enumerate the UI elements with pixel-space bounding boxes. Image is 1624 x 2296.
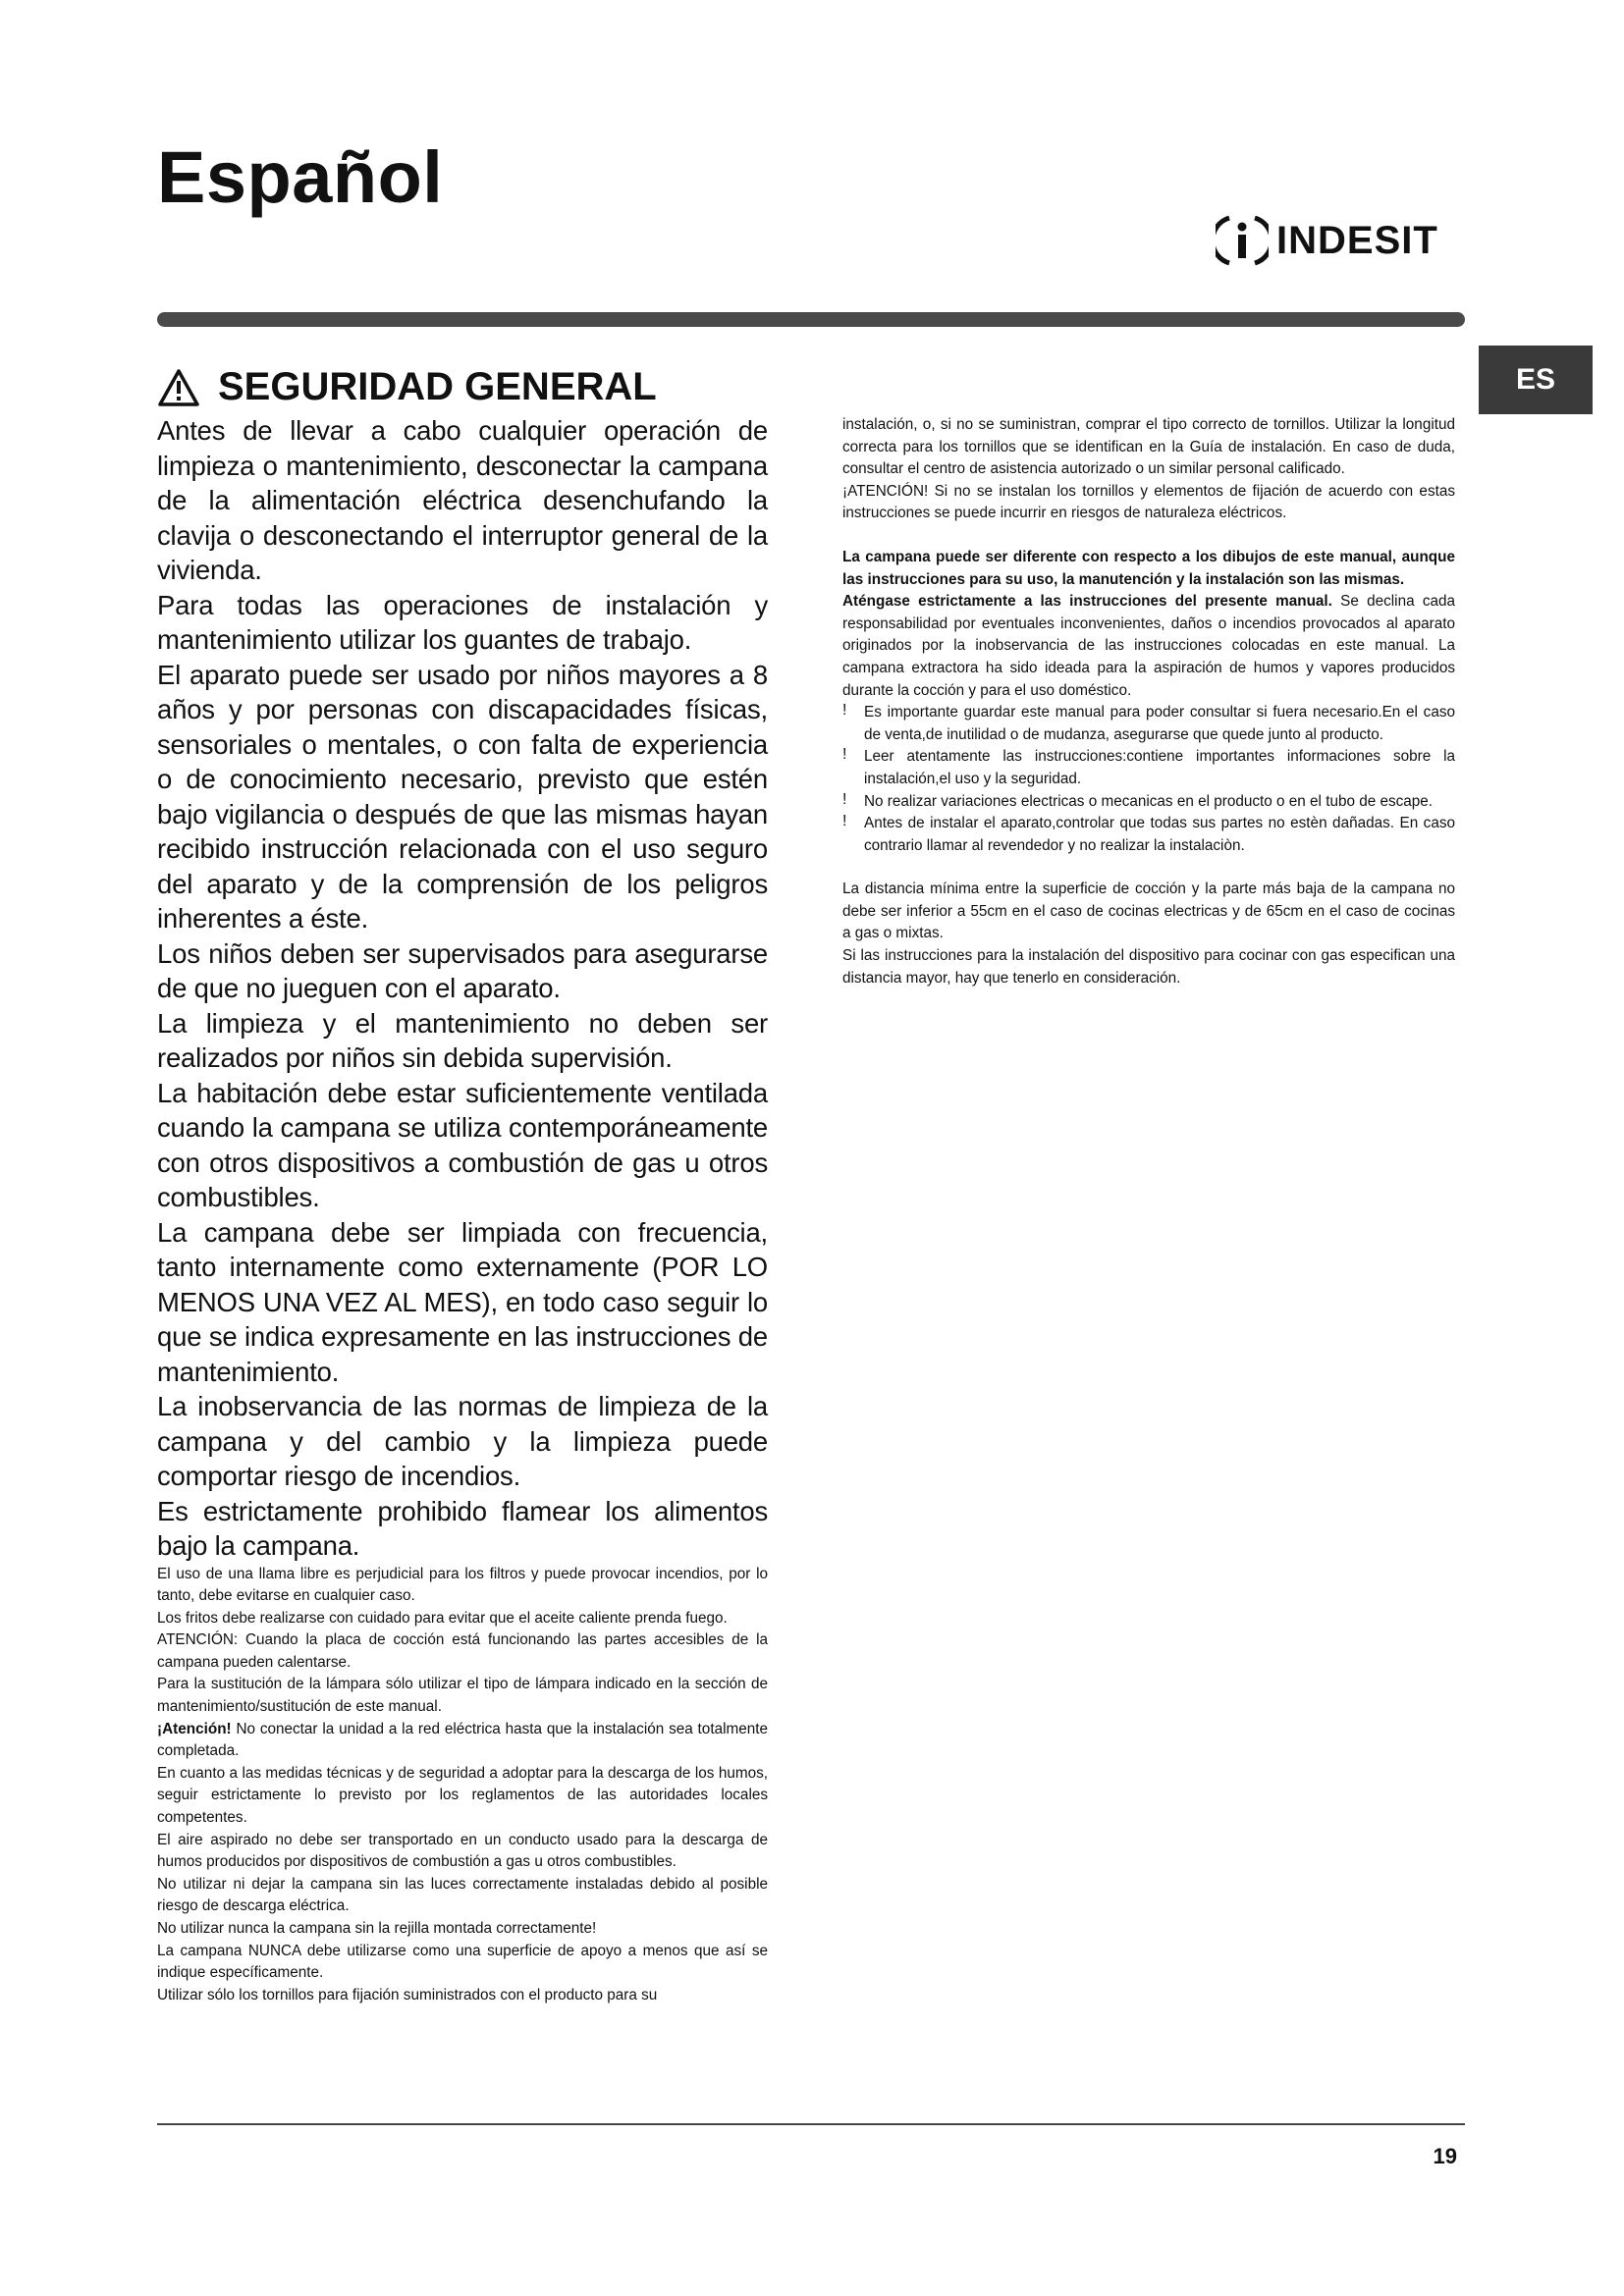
paragraph: La campana NUNCA debe utilizarse como una superficie de apoyo a menos que así se indique específicamente.: [157, 1942, 768, 1982]
paragraph: El aparato puede ser usado por niños mayores a 8 años y por personas con discapacidades físicas, sensoriales o mentales, o con falta de experiencia o de conocimiento necesario, previsto que estén bajo vigilancia o después de que las mismas hayan recibido instrucción relacionada con el uso seguro del aparato y de la comprensión de los peligros inherentes a éste.: [157, 659, 768, 934]
large-text-block: [157, 413, 768, 1564]
small-text-block: [157, 1564, 768, 2007]
brand-name: INDESIT: [1276, 218, 1438, 262]
bullet-text: No realizar variaciones electricas o mecanicas en el producto o en el tubo de escape.: [864, 792, 1434, 810]
atencion-paragraph: [157, 1719, 768, 1763]
paragraph: Para la sustitución de la lámpara sólo utilizar el tipo de lámpara indicado en la sección de mantenimiento/sustitución de este manual.: [157, 1676, 768, 1716]
exclamation-icon: !: [842, 790, 847, 808]
footer-divider: [157, 2123, 1465, 2125]
bullet-item: [842, 813, 1455, 857]
paragraph: La habitación debe estar suficientemente ventilada cuando la campana se utiliza contemporáneamente con otros dispositivos a combustión de gas u otros combustibles.: [157, 1077, 768, 1212]
paragraph: En cuanto a las medidas técnicas y de seguridad a adoptar para la descarga de los humos, seguir estrictamente lo previsto por los reglamentos de las autoridades locales competentes.: [157, 1764, 768, 1827]
atencion-label: ¡Atención!: [157, 1720, 232, 1737]
section-title: SEGURIDAD GENERAL: [218, 365, 657, 408]
bullet-item: [842, 702, 1455, 746]
paragraph: instalación, o, si no se suministran, comprar el tipo correcto de tornillos. Utilizar la longitud correcta para los tornillos que se identifican en la Guía de instalación. En caso de duda, consultar el centro de asistencia autorizado o un similar personal calificado.: [842, 416, 1455, 478]
bold-notice: La campana puede ser diferente con respecto a los dibujos de este manual, aunque las instrucciones para su uso, la manutención y la instalación son las mismas.: [842, 548, 1455, 588]
page-language-title: Español: [157, 136, 444, 218]
paragraph: Los fritos debe realizarse con cuidado para evitar que el aceite caliente prenda fuego.: [157, 1609, 728, 1627]
intro-text: Se declina cada responsabilidad por eventuales inconvenientes, daños o incendios provocados al aparato originados por la inobservancia de las instrucciones colocadas en este manual. La campana extractora ha sido ideada para la aspiración de humos y vapores producidos durante la cocción y para el uso doméstico.: [842, 593, 1455, 699]
intro-bold: Aténgase estrictamente a las instrucciones del presente manual.: [842, 593, 1332, 611]
bullet-text: Antes de instalar el aparato,controlar que todas sus partes no estèn dañadas. En caso contrario llamar al revendedor y no realizar la instalaciòn.: [864, 815, 1455, 854]
paragraph: El aire aspirado no debe ser transportado en un conducto usado para la descarga de humos producidos por dispositivos de combustión a gas u otros combustibles.: [157, 1831, 768, 1871]
paragraph: La inobservancia de las normas de limpieza de la campana y del cambio y la limpieza puede comportar riesgo de incendios.: [157, 1391, 768, 1491]
paragraph: No utilizar nunca la campana sin la rejilla montada correctamente!: [157, 1920, 597, 1937]
paragraph: La distancia mínima entre la superficie de cocción y la parte más baja de la campana no debe ser inferior a 55cm en el caso de cocinas electricas y de 65cm en el caso de cocinas a gas o mixtas.: [842, 881, 1455, 942]
paragraph: Utilizar sólo los tornillos para fijación suministrados con el producto para su: [157, 1986, 658, 2003]
paragraph: ¡ATENCIÓN! Si no se instalan los tornillos y elementos de fijación de acuerdo con estas instrucciones se puede incurrir en riesgos de naturaleza eléctricos.: [842, 482, 1455, 522]
section-heading: [157, 365, 768, 409]
header-divider-bar: [157, 312, 1465, 327]
paragraph: La limpieza y el mantenimiento no deben ser realizados por niños sin debida supervisión.: [157, 1007, 768, 1073]
paragraph: La campana debe ser limpiada con frecuencia, tanto internamente como externamente (POR LO MENOS UNA VEZ AL MES), en todo caso seguir lo que se indica expresamente en las instrucciones de mantenimiento.: [157, 1216, 768, 1387]
paragraph: Si las instrucciones para la instalación del dispositivo para cocinar con gas especifican una distancia mayor, hay que tenerlo en consideración.: [842, 947, 1455, 987]
bullet-item: [842, 746, 1455, 790]
atencion-text: No conectar la unidad a la red eléctrica hasta que la instalación sea totalmente completada.: [157, 1720, 768, 1760]
indesit-logo-icon: [1216, 214, 1269, 267]
exclamation-icon: !: [842, 746, 847, 764]
right-column: [842, 414, 1455, 989]
bullet-text: Es importante guardar este manual para poder consultar si fuera necesario.En el caso de venta,de inutilidad o de mudanza, asegurarse que quede junto al producto.: [864, 704, 1455, 743]
paragraph: ATENCIÓN: Cuando la placa de cocción está funcionando las partes accesibles de la campana pueden calentarse.: [157, 1631, 768, 1671]
language-tab: ES: [1479, 346, 1593, 414]
paragraph: El uso de una llama libre es perjudicial para los filtros y puede provocar incendios, por lo tanto, debe evitarse en cualquier caso.: [157, 1565, 768, 1605]
paragraph: Antes de llevar a cabo cualquier operación de limpieza o mantenimiento, desconectar la campana de la alimentación eléctrica desenchufando la clavija o desconectando el interruptor general de la vivienda.: [157, 415, 768, 585]
paragraph: Para todas las operaciones de instalación y mantenimiento utilizar los guantes de trabajo.: [157, 589, 768, 655]
brand-logo: [1216, 214, 1438, 267]
left-column: [157, 365, 768, 2006]
paragraph: Es estrictamente prohibido flamear los alimentos bajo la campana.: [157, 1495, 768, 1561]
exclamation-icon: !: [842, 702, 847, 720]
bullet-item: [842, 791, 1455, 814]
paragraph: No utilizar ni dejar la campana sin las luces correctamente instaladas debido al posible riesgo de descarga eléctrica.: [157, 1875, 768, 1915]
warning-triangle-icon: [157, 368, 200, 407]
bullet-text: Leer atentamente las instrucciones:contiene importantes informaciones sobre la instalación,el uso y la seguridad.: [864, 748, 1455, 787]
page-number: 19: [1433, 2144, 1457, 2168]
intro-paragraph: [842, 591, 1455, 702]
exclamation-icon: !: [842, 813, 847, 830]
paragraph: Los niños deben ser supervisados para asegurarse de que no jueguen con el aparato.: [157, 937, 768, 1003]
